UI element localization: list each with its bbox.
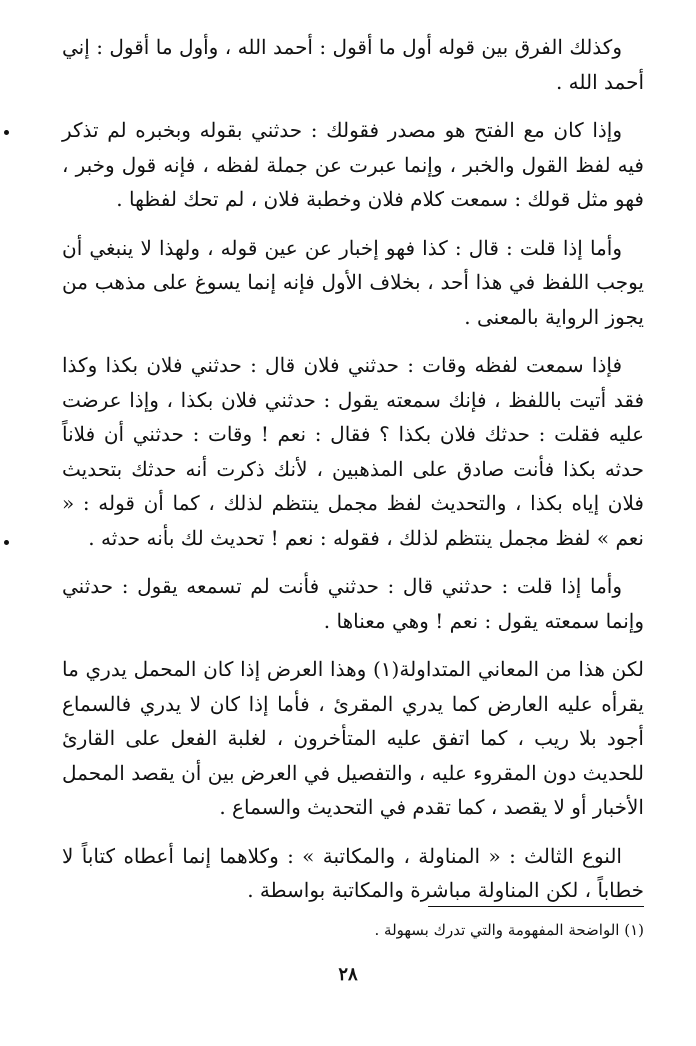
page-body [62, 30, 644, 908]
paragraph-3: وأما إذا قلت : قال : كذا فهو إخبار عن عين قوله ، ولهذا لا ينبغي أن يوجب اللفظ في هذا أحد ، بخلاف الأول فإنه إنما يسوغ على مذهب من يجوز الرواية بالمعنى . [62, 235, 644, 329]
margin-mark [4, 540, 9, 545]
paragraph-7: النوع الثالث : « المناولة ، والمكاتبة » : وكلاهما إنما أعطاه كتاباً لا خطاباً ، لكن المناولة مباشرة والمكاتبة بواسطة . [62, 843, 644, 902]
paragraph-6: لكن هذا من المعاني المتداولة(١) وهذا العرض إذا كان المحمل يدري ما يقرأه عليه العارض كما يدري المقرئ ، فأما إذا كان لا يدري فالسماع أجود بلا ريب ، كما اتفق عليه المتأخرون ، لغلبة الفعل على القارئ للحديث دون المقروء عليه ، والتفصيل في العرض بين أن يقصد المحمل الأخبار أو لا يقصد ، كما تقدم في التحديث والسماع . [62, 657, 645, 819]
margin-mark [4, 130, 9, 135]
paragraph-5: وأما إذا قلت : حدثني قال : حدثني فأنت لم تسمعه يقول : حدثني وإنما سمعته يقول : نعم ! وهي معناها . [62, 574, 644, 633]
page-number: ٢٨ [338, 964, 358, 985]
paragraph-1: وكذلك الفرق بين قوله أول ما أقول : أحمد الله ، وأول ما أقول : إني أحمد الله . [62, 35, 644, 94]
paragraph-2: وإذا كان مع الفتح هو مصدر فقولك : حدثني بقوله وبخبره لم تذكر فيه لفظ القول والخبر ، وإنما عبرت عن جملة لفظه ، فإنه قول وخبر ، فهو مثل قولك : سمعت كلام فلان وخطبة فلان ، لم تحك لفظها . [62, 118, 644, 211]
footnote-divider [428, 906, 644, 907]
paragraph-4: فإذا سمعت لفظه وقات : حدثني فلان قال : حدثني فلان بكذا وكذا فقد أتيت باللفظ ، فإنك سمعته يقول : حدثني فلان بكذا ، وإذا عرضت عليه فقلت : حدثك فلان بكذا ؟ فقال : نعم ! وقات : حدثني أن فلاناً حدثه بكذا فأنت صادق على المذهبين ، لأنك ذكرت أنه حدثك بتحديث فلان إياه بكذا ، والتحديث لفظ مجمل ينتظم لذلك ، كما أن قوله : « نعم » لفظ مجمل ينتظم لذلك ، فقوله : نعم ! تحديث لك بأنه حدثه . [62, 353, 645, 550]
footnote: (١) الواضحة المفهومة والتي تدرك بسهولة . [374, 921, 644, 939]
